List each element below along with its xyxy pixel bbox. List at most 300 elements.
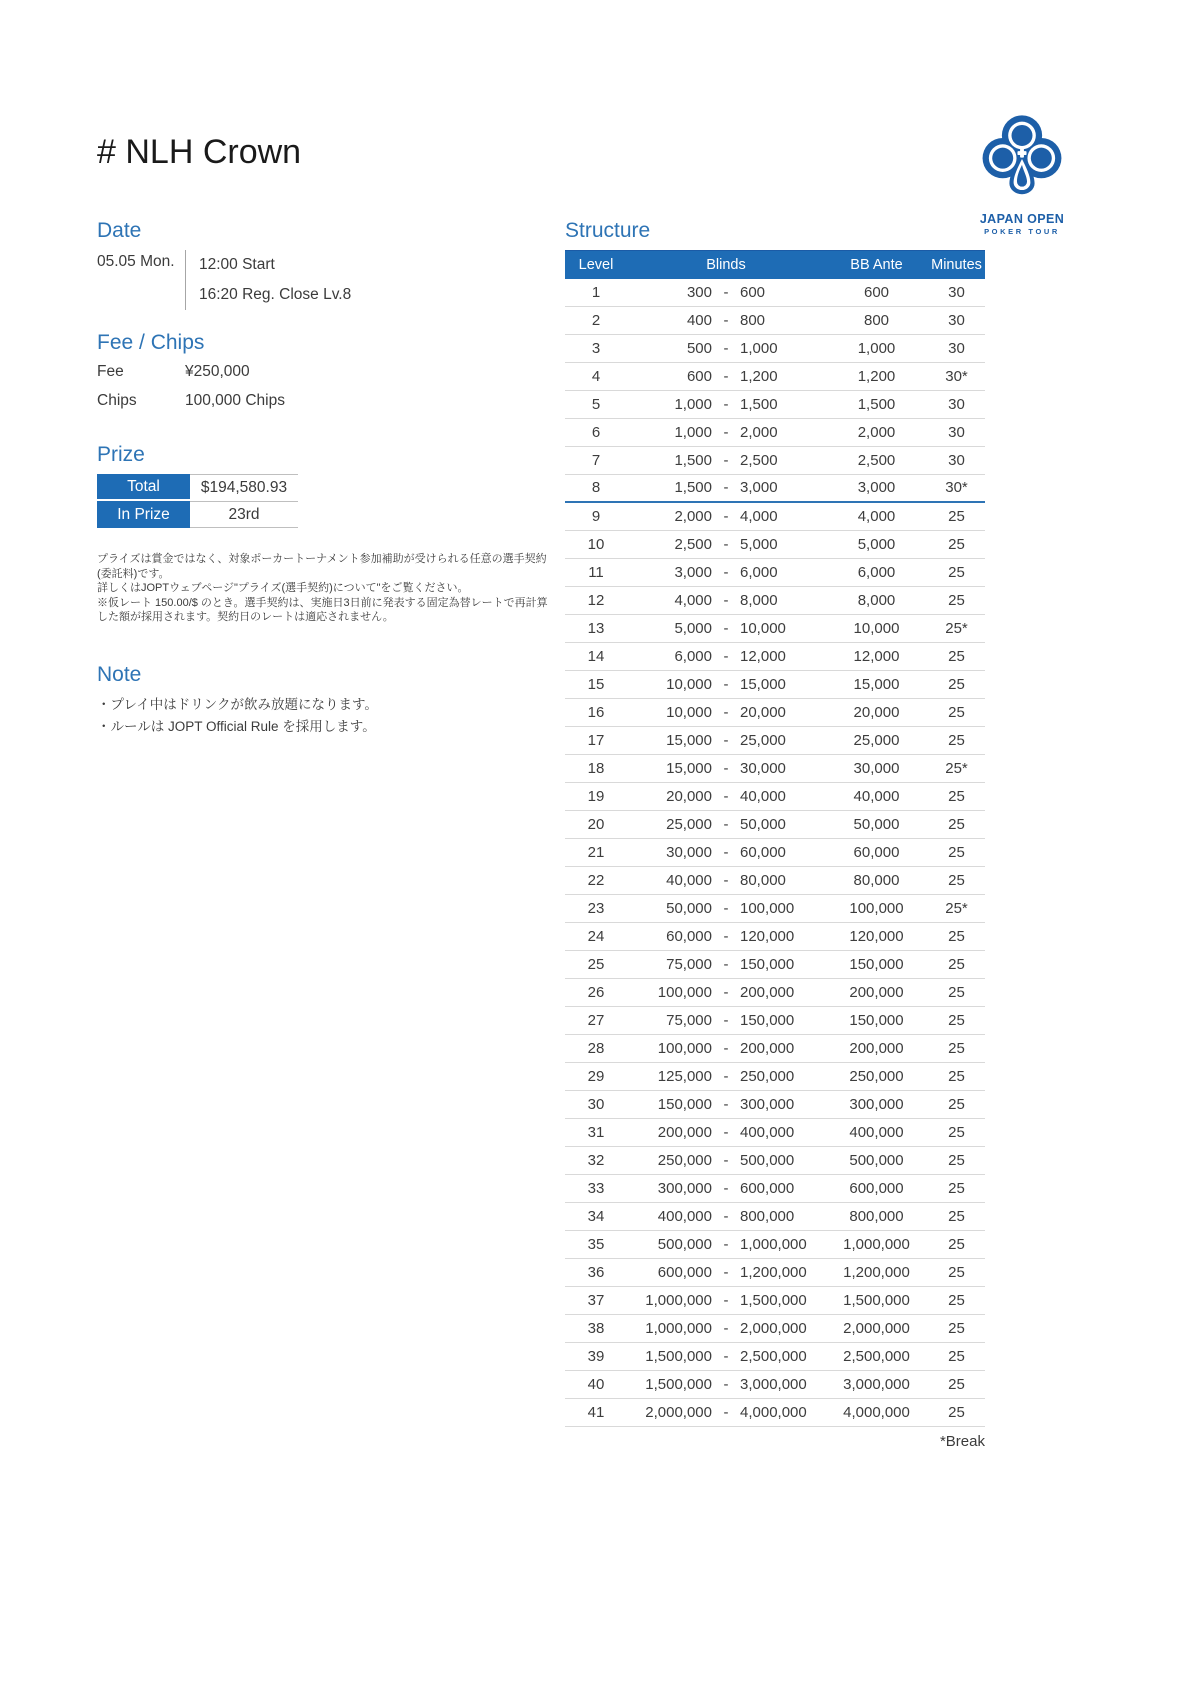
fee-chips-section xyxy=(97,330,555,420)
level-cell: 25 xyxy=(587,956,605,973)
minutes-cell: 25 xyxy=(948,1404,965,1421)
blinds-dash: - xyxy=(723,508,729,525)
level-cell: 31 xyxy=(587,1124,605,1141)
big-blind-value: 2,500,000 xyxy=(740,1348,807,1365)
big-blind-value: 300,000 xyxy=(740,1096,795,1113)
fee-row xyxy=(97,362,555,382)
table-row xyxy=(565,1063,985,1091)
bb-ante-cell: 8,000 xyxy=(857,592,896,609)
minutes-cell: 30 xyxy=(948,284,965,301)
minutes-cell: 30 xyxy=(948,396,965,413)
small-blind-value: 150,000 xyxy=(657,1096,712,1113)
big-blind-value: 1,200,000 xyxy=(740,1264,807,1281)
level-cell: 30 xyxy=(587,1096,605,1113)
bb-ante-cell: 600,000 xyxy=(849,1180,904,1197)
bb-ante-cell: 2,000,000 xyxy=(843,1320,910,1337)
blinds-cell xyxy=(627,1315,825,1342)
big-blind-value: 1,500 xyxy=(740,396,778,413)
small-blind-value: 75,000 xyxy=(666,1012,712,1029)
blinds-cell xyxy=(627,419,825,446)
table-row xyxy=(565,307,985,335)
bb-ante-cell: 15,000 xyxy=(853,676,900,693)
blinds-dash: - xyxy=(723,1376,729,1393)
big-blind-value: 150,000 xyxy=(740,1012,795,1029)
table-row xyxy=(565,559,985,587)
level-cell: 1 xyxy=(591,284,601,301)
blinds-dash: - xyxy=(723,900,729,917)
blinds-dash: - xyxy=(723,1292,729,1309)
level-cell: 24 xyxy=(587,928,605,945)
bb-ante-cell: 4,000 xyxy=(857,508,896,525)
blinds-dash: - xyxy=(723,284,729,301)
bb-ante-cell: 600 xyxy=(863,284,890,301)
minutes-cell: 25 xyxy=(948,1264,965,1281)
blinds-cell xyxy=(627,1119,825,1146)
big-blind-value: 1,000,000 xyxy=(740,1236,807,1253)
small-blind-value: 400 xyxy=(686,312,712,329)
prize-total-label: Total xyxy=(97,474,190,501)
blinds-cell xyxy=(627,867,825,894)
table-row xyxy=(565,839,985,867)
bb-ante-cell: 150,000 xyxy=(849,1012,904,1029)
prize-total-value: $194,580.93 xyxy=(190,474,298,501)
blinds-cell xyxy=(627,1063,825,1090)
prize-total-row xyxy=(97,474,555,501)
level-cell: 18 xyxy=(587,760,605,777)
page-title: # NLH Crown xyxy=(97,133,302,171)
minutes-cell: 25 xyxy=(948,872,965,889)
minutes-cell: 25 xyxy=(948,984,965,1001)
bb-ante-cell: 150,000 xyxy=(849,956,904,973)
blinds-dash: - xyxy=(723,1152,729,1169)
big-blind-value: 25,000 xyxy=(740,732,786,749)
level-cell: 16 xyxy=(587,704,605,721)
big-blind-value: 500,000 xyxy=(740,1152,795,1169)
table-row xyxy=(565,699,985,727)
level-cell: 12 xyxy=(587,592,605,609)
blinds-dash: - xyxy=(723,1264,729,1281)
blinds-cell xyxy=(627,783,825,810)
small-blind-value: 1,500,000 xyxy=(645,1348,712,1365)
table-row xyxy=(565,1119,985,1147)
table-row xyxy=(565,447,985,475)
blinds-dash: - xyxy=(723,424,729,441)
bb-ante-cell: 6,000 xyxy=(857,564,896,581)
small-blind-value: 20,000 xyxy=(666,788,712,805)
table-row xyxy=(565,1343,985,1371)
blinds-dash: - xyxy=(723,1068,729,1085)
big-blind-value: 200,000 xyxy=(740,1040,795,1057)
minutes-cell: 25 xyxy=(948,788,965,805)
bb-ante-cell: 300,000 xyxy=(849,1096,904,1113)
blinds-cell xyxy=(627,923,825,950)
big-blind-value: 400,000 xyxy=(740,1124,795,1141)
bb-ante-cell: 1,200,000 xyxy=(843,1264,910,1281)
blinds-cell xyxy=(627,363,825,390)
blinds-cell xyxy=(627,615,825,642)
small-blind-value: 500 xyxy=(686,340,712,357)
bb-ante-cell: 1,000 xyxy=(857,340,896,357)
table-row xyxy=(565,867,985,895)
big-blind-value: 1,500,000 xyxy=(740,1292,807,1309)
minutes-cell: 25 xyxy=(948,1292,965,1309)
level-cell: 26 xyxy=(587,984,605,1001)
table-row xyxy=(565,979,985,1007)
big-blind-value: 80,000 xyxy=(740,872,786,889)
blinds-dash: - xyxy=(723,1124,729,1141)
prize-heading: Prize xyxy=(97,443,145,466)
blinds-dash: - xyxy=(723,340,729,357)
big-blind-value: 800 xyxy=(740,312,766,329)
bb-ante-cell: 800 xyxy=(863,312,890,329)
minutes-cell: 30 xyxy=(948,340,965,357)
table-row xyxy=(565,279,985,307)
small-blind-value: 50,000 xyxy=(666,900,712,917)
blinds-cell xyxy=(627,335,825,362)
date-heading: Date xyxy=(97,219,142,242)
table-row xyxy=(565,923,985,951)
small-blind-value: 15,000 xyxy=(666,732,712,749)
bb-ante-cell: 2,500,000 xyxy=(843,1348,910,1365)
table-row xyxy=(565,363,985,391)
big-blind-value: 10,000 xyxy=(740,620,786,637)
blinds-dash: - xyxy=(723,704,729,721)
blinds-cell xyxy=(627,1399,825,1426)
prize-inprize-label: In Prize xyxy=(97,501,190,528)
level-cell: 22 xyxy=(587,872,605,889)
table-row xyxy=(565,615,985,643)
table-row xyxy=(565,1399,985,1427)
table-row xyxy=(565,783,985,811)
col-header-blinds: Blinds xyxy=(706,257,746,273)
level-cell: 29 xyxy=(587,1068,605,1085)
table-row xyxy=(565,727,985,755)
small-blind-value: 1,000 xyxy=(674,424,712,441)
minutes-cell: 25 xyxy=(948,1320,965,1337)
col-header-bb-ante: BB Ante xyxy=(850,257,903,273)
bb-ante-cell: 80,000 xyxy=(853,872,900,889)
bb-ante-cell: 4,000,000 xyxy=(843,1404,910,1421)
minutes-cell: 25 xyxy=(948,816,965,833)
minutes-cell: 25 xyxy=(948,844,965,861)
blinds-dash: - xyxy=(723,368,729,385)
minutes-cell: 30 xyxy=(948,424,965,441)
logo-wordmark-line2: POKER TOUR xyxy=(984,227,1060,236)
blinds-dash: - xyxy=(723,592,729,609)
small-blind-value: 10,000 xyxy=(666,676,712,693)
level-cell: 11 xyxy=(588,564,604,581)
big-blind-value: 60,000 xyxy=(740,844,786,861)
level-cell: 5 xyxy=(591,396,601,413)
big-blind-value: 15,000 xyxy=(740,676,786,693)
small-blind-value: 100,000 xyxy=(657,984,712,1001)
minutes-cell: 25 xyxy=(948,1124,965,1141)
table-row xyxy=(565,1175,985,1203)
minutes-cell: 25 xyxy=(948,1208,965,1225)
blinds-dash: - xyxy=(723,1404,729,1421)
small-blind-value: 30,000 xyxy=(666,844,712,861)
level-cell: 32 xyxy=(587,1152,605,1169)
bb-ante-cell: 3,000,000 xyxy=(843,1376,910,1393)
bb-ante-cell: 30,000 xyxy=(853,760,900,777)
bb-ante-cell: 20,000 xyxy=(853,704,900,721)
blinds-cell xyxy=(627,1035,825,1062)
table-row xyxy=(565,335,985,363)
minutes-cell: 25 xyxy=(948,956,965,973)
bb-ante-cell: 1,200 xyxy=(857,368,896,385)
fineprint-paragraph: ※仮レート 150.00/$ のとき。選手契約は、実施日3日前に発表する固定為替レートで再計算した額が採用されます。契約日のレートは適応されません。 xyxy=(97,596,548,623)
blinds-cell xyxy=(627,447,825,474)
blinds-cell xyxy=(627,559,825,586)
fee-chips-heading: Fee / Chips xyxy=(97,331,205,354)
blinds-dash: - xyxy=(723,844,729,861)
bb-ante-cell: 2,500 xyxy=(857,452,896,469)
small-blind-value: 2,000 xyxy=(674,508,712,525)
fineprint-paragraph: プライズは賞金ではなく、対象ポーカートーナメント参加補助が受けられる任意の選手契約(委託料)です。 xyxy=(97,553,547,580)
minutes-cell: 30 xyxy=(948,452,965,469)
bb-ante-cell: 200,000 xyxy=(849,984,904,1001)
structure-table-body xyxy=(565,279,985,1427)
logo-wordmark-line1: JAPAN OPEN xyxy=(979,212,1065,226)
small-blind-value: 600,000 xyxy=(657,1264,712,1281)
blinds-cell xyxy=(627,1259,825,1286)
minutes-cell: 25 xyxy=(948,1180,965,1197)
minutes-cell: 30 xyxy=(948,312,965,329)
big-blind-value: 800,000 xyxy=(740,1208,795,1225)
start-time: 12:00 Start xyxy=(199,256,275,273)
table-row xyxy=(565,419,985,447)
minutes-cell: 25 xyxy=(948,1152,965,1169)
small-blind-value: 3,000 xyxy=(674,564,712,581)
date-times xyxy=(185,250,351,310)
blinds-cell xyxy=(627,1343,825,1370)
col-header-level: Level xyxy=(578,257,614,273)
blinds-dash: - xyxy=(723,564,729,581)
big-blind-value: 4,000 xyxy=(740,508,778,525)
level-cell: 14 xyxy=(587,648,605,665)
bb-ante-cell: 2,000 xyxy=(857,424,896,441)
big-blind-value: 20,000 xyxy=(740,704,786,721)
blinds-cell xyxy=(627,951,825,978)
date-day: 05.05 Mon. xyxy=(97,253,175,270)
level-cell: 41 xyxy=(587,1404,605,1421)
minutes-cell: 25 xyxy=(948,592,965,609)
blinds-cell xyxy=(627,1231,825,1258)
bb-ante-cell: 5,000 xyxy=(857,536,896,553)
minutes-cell: 30* xyxy=(945,479,968,496)
blinds-cell xyxy=(627,475,825,501)
bb-ante-cell: 3,000 xyxy=(857,479,896,496)
blinds-dash: - xyxy=(723,1208,729,1225)
level-cell: 27 xyxy=(587,1012,605,1029)
blinds-cell xyxy=(627,1175,825,1202)
small-blind-value: 1,500,000 xyxy=(645,1376,712,1393)
small-blind-value: 75,000 xyxy=(666,956,712,973)
level-cell: 19 xyxy=(587,788,605,805)
bb-ante-cell: 500,000 xyxy=(849,1152,904,1169)
big-blind-value: 4,000,000 xyxy=(740,1404,807,1421)
blinds-cell xyxy=(627,1371,825,1398)
structure-heading: Structure xyxy=(565,219,651,242)
minutes-cell: 25 xyxy=(948,676,965,693)
bb-ante-cell: 12,000 xyxy=(853,648,900,665)
level-cell: 7 xyxy=(591,452,601,469)
blinds-dash: - xyxy=(723,676,729,693)
bb-ante-cell: 1,000,000 xyxy=(843,1236,910,1253)
big-blind-value: 200,000 xyxy=(740,984,795,1001)
table-row xyxy=(565,531,985,559)
note-item: ・ルールは JOPT Official Rule を採用します。 xyxy=(97,719,376,734)
blinds-cell xyxy=(627,671,825,698)
blinds-cell xyxy=(627,643,825,670)
prize-fineprint xyxy=(97,552,555,625)
minutes-cell: 25* xyxy=(945,760,968,777)
big-blind-value: 6,000 xyxy=(740,564,778,581)
table-row xyxy=(565,1259,985,1287)
blinds-dash: - xyxy=(723,452,729,469)
level-cell: 35 xyxy=(587,1236,605,1253)
level-cell: 15 xyxy=(587,676,605,693)
small-blind-value: 1,000,000 xyxy=(645,1292,712,1309)
level-cell: 34 xyxy=(587,1208,605,1225)
minutes-cell: 25 xyxy=(948,508,965,525)
big-blind-value: 150,000 xyxy=(740,956,795,973)
minutes-cell: 25 xyxy=(948,1236,965,1253)
bb-ante-cell: 100,000 xyxy=(849,900,904,917)
bb-ante-cell: 25,000 xyxy=(853,732,900,749)
table-row xyxy=(565,1035,985,1063)
big-blind-value: 30,000 xyxy=(740,760,786,777)
small-blind-value: 40,000 xyxy=(666,872,712,889)
structure-section xyxy=(565,218,985,1450)
blinds-cell xyxy=(627,1091,825,1118)
blinds-cell xyxy=(627,895,825,922)
small-blind-value: 15,000 xyxy=(666,760,712,777)
minutes-cell: 25 xyxy=(948,928,965,945)
small-blind-value: 25,000 xyxy=(666,816,712,833)
small-blind-value: 5,000 xyxy=(674,620,712,637)
blinds-cell xyxy=(627,1287,825,1314)
big-blind-value: 600 xyxy=(740,284,766,301)
prize-section xyxy=(97,442,555,528)
note-heading: Note xyxy=(97,663,142,686)
blinds-cell xyxy=(627,531,825,558)
big-blind-value: 40,000 xyxy=(740,788,786,805)
prize-inprize-row xyxy=(97,501,555,528)
small-blind-value: 200,000 xyxy=(657,1124,712,1141)
table-row xyxy=(565,1231,985,1259)
big-blind-value: 120,000 xyxy=(740,928,795,945)
big-blind-value: 100,000 xyxy=(740,900,795,917)
big-blind-value: 8,000 xyxy=(740,592,778,609)
note-item: ・プレイ中はドリンクが飲み放題になります。 xyxy=(97,697,378,712)
fee-value: ¥250,000 xyxy=(185,363,250,380)
blinds-dash: - xyxy=(723,956,729,973)
blinds-dash: - xyxy=(723,1180,729,1197)
big-blind-value: 3,000,000 xyxy=(740,1376,807,1393)
level-cell: 28 xyxy=(587,1040,605,1057)
fineprint-paragraph: 詳しくはJOPTウェブページ"プライズ(選手契約)について"をご覧ください。 xyxy=(97,582,469,594)
bb-ante-cell: 120,000 xyxy=(849,928,904,945)
level-cell: 39 xyxy=(587,1348,605,1365)
break-footnote: *Break xyxy=(939,1433,985,1450)
table-row xyxy=(565,1315,985,1343)
table-row xyxy=(565,1371,985,1399)
blinds-dash: - xyxy=(723,312,729,329)
level-cell: 2 xyxy=(591,312,601,329)
minutes-cell: 25* xyxy=(945,900,968,917)
small-blind-value: 300,000 xyxy=(657,1180,712,1197)
small-blind-value: 2,500 xyxy=(674,536,712,553)
table-row xyxy=(565,1287,985,1315)
table-row xyxy=(565,755,985,783)
small-blind-value: 4,000 xyxy=(674,592,712,609)
small-blind-value: 1,000 xyxy=(674,396,712,413)
big-blind-value: 2,000,000 xyxy=(740,1320,807,1337)
table-row xyxy=(565,643,985,671)
minutes-cell: 25 xyxy=(948,732,965,749)
big-blind-value: 2,000 xyxy=(740,424,778,441)
blinds-cell xyxy=(627,979,825,1006)
blinds-dash: - xyxy=(723,928,729,945)
minutes-cell: 25 xyxy=(948,536,965,553)
table-row xyxy=(565,587,985,615)
blinds-cell xyxy=(627,503,825,530)
blinds-cell xyxy=(627,699,825,726)
big-blind-value: 600,000 xyxy=(740,1180,795,1197)
table-row xyxy=(565,475,985,503)
blinds-cell xyxy=(627,391,825,418)
minutes-cell: 30* xyxy=(945,368,968,385)
blinds-dash: - xyxy=(723,1236,729,1253)
table-row xyxy=(565,1147,985,1175)
fee-label: Fee xyxy=(97,363,124,380)
blinds-dash: - xyxy=(723,1012,729,1029)
bb-ante-cell: 200,000 xyxy=(849,1040,904,1057)
bb-ante-cell: 1,500,000 xyxy=(843,1292,910,1309)
table-row xyxy=(565,811,985,839)
table-row xyxy=(565,1007,985,1035)
table-row xyxy=(565,503,985,531)
table-row xyxy=(565,671,985,699)
blinds-dash: - xyxy=(723,648,729,665)
small-blind-value: 1,000,000 xyxy=(645,1320,712,1337)
bb-ante-cell: 50,000 xyxy=(853,816,900,833)
table-row xyxy=(565,391,985,419)
note-section xyxy=(97,662,555,738)
chips-row xyxy=(97,391,555,411)
chips-value: 100,000 Chips xyxy=(185,392,285,409)
bb-ante-cell: 250,000 xyxy=(849,1068,904,1085)
blinds-cell xyxy=(627,727,825,754)
prize-inprize-value: 23rd xyxy=(190,501,298,528)
level-cell: 17 xyxy=(587,732,605,749)
minutes-cell: 25 xyxy=(948,1012,965,1029)
table-row xyxy=(565,895,985,923)
level-cell: 8 xyxy=(591,479,601,496)
minutes-cell: 25* xyxy=(945,620,968,637)
big-blind-value: 2,500 xyxy=(740,452,778,469)
big-blind-value: 1,000 xyxy=(740,340,778,357)
level-cell: 4 xyxy=(591,368,601,385)
level-cell: 23 xyxy=(587,900,605,917)
bb-ante-cell: 10,000 xyxy=(853,620,900,637)
minutes-cell: 25 xyxy=(948,1376,965,1393)
blinds-dash: - xyxy=(723,872,729,889)
level-cell: 9 xyxy=(591,508,601,525)
small-blind-value: 600 xyxy=(686,368,712,385)
blinds-dash: - xyxy=(723,816,729,833)
